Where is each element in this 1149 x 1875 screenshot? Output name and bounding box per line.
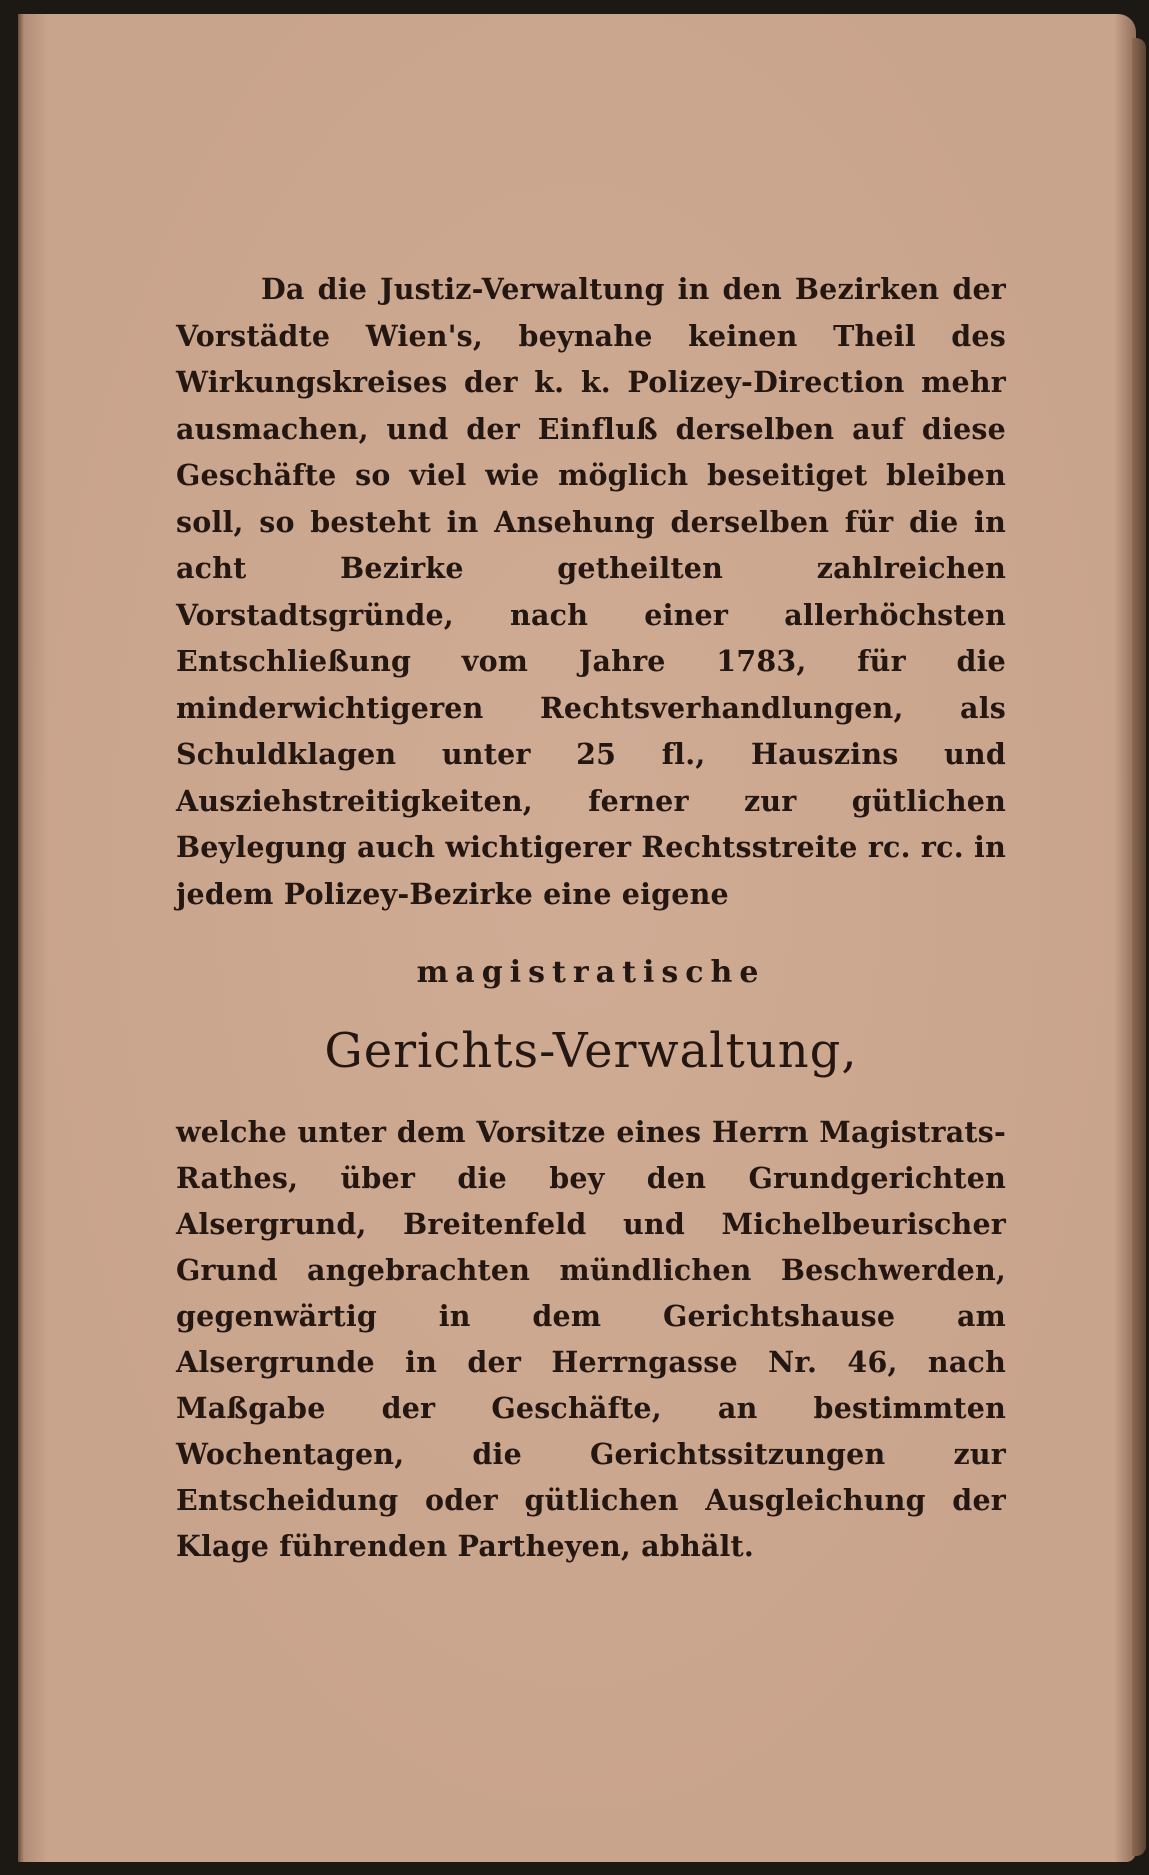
heading-gerichts-verwaltung: Gerichts-Verwaltung, — [324, 1023, 858, 1079]
page-text-block — [176, 266, 1006, 1569]
paragraph-2: welche unter dem Vorsitze eines Herrn Magistrats-Rathes, über die bey den Grundgerichten Alsergrund, Breitenfeld und Michelbeurischer Grund angebrachten mündlichen Beschwerden, gegenwärtig in dem Gerichtshause am Alsergrunde in der Herrngasse Nr. 46, nach Maßgabe der Geschäfte, an bestimmten Wochentagen, die Gerichtssitzungen zur Entscheidung oder gütlichen Ausgleichung der Klage führenden Partheyen, abhält. — [176, 1115, 1006, 1563]
paragraph-1: Da die Justiz-Verwaltung in den Bezirken der Vorstädte Wien's, beynahe keinen Theil des Wirkungskreises der k. k. Polizey-Direction mehr ausmachen, und der Einfluß derselben auf diese Geschäfte so viel wie möglich beseitiget bleiben soll, so besteht in Ansehung derselben für die in acht Bezirke getheilten zahlreichen Vorstadtsgründe, nach einer allerhöchsten Entschließung vom Jahre 1783, für die minderwichtigeren Rechtsverhandlungen, als Schuldklagen unter 25 fl., Hauszins und Ausziehstreitigkeiten, ferner zur gütlichen Beylegung auch wichtigerer Rechtsstreite rc. rc. in jedem Polizey-Bezirke eine eigene — [176, 272, 1006, 911]
book-page — [18, 14, 1136, 1862]
heading-magistratische: magistratische — [416, 955, 766, 990]
page-edge — [1132, 38, 1146, 1856]
page-gutter-shadow — [18, 14, 24, 1862]
